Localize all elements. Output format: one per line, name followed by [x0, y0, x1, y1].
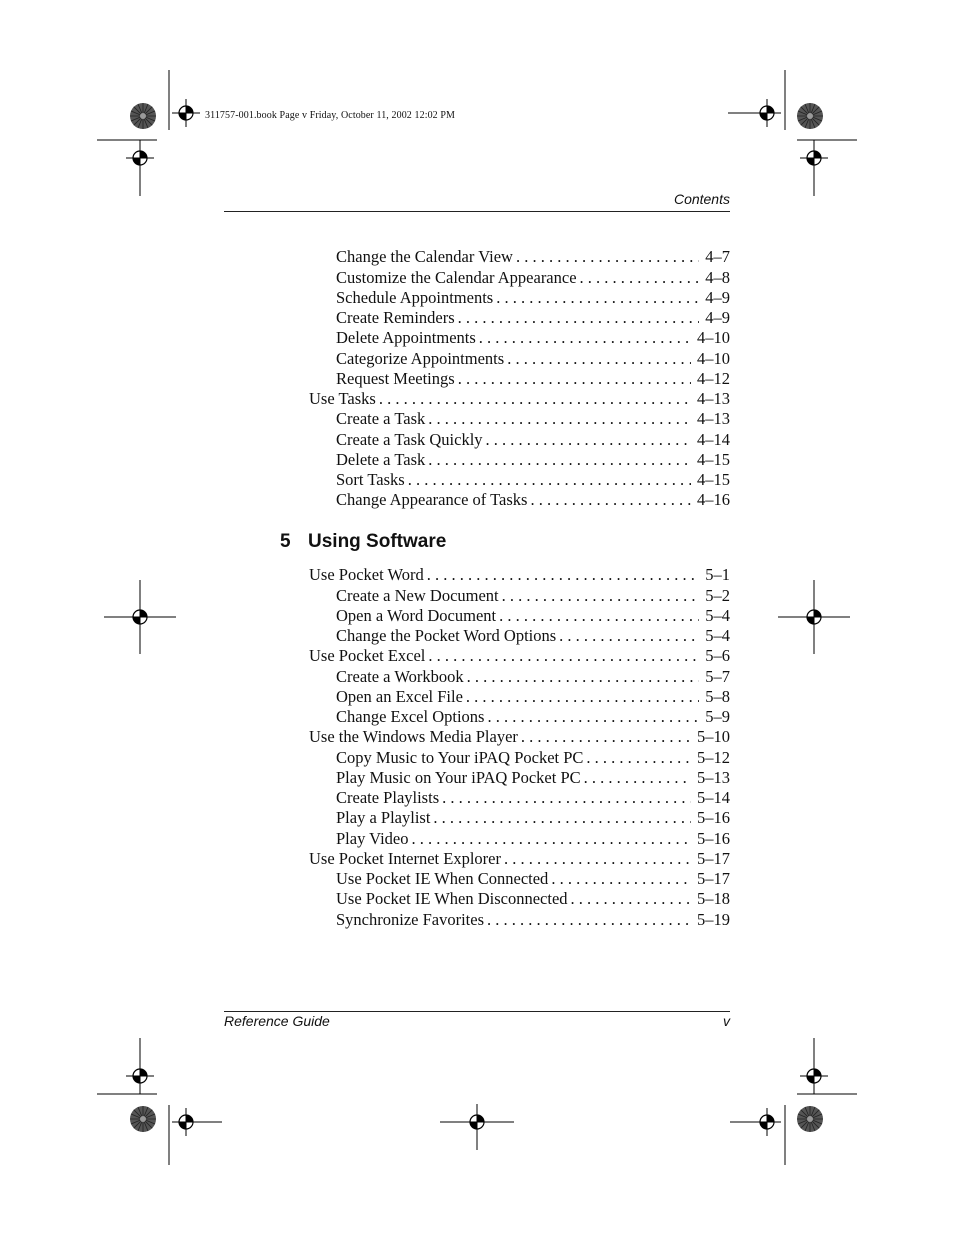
toc-entry[interactable]: Open a Word Document . . . 5–4: [336, 606, 730, 626]
toc-entry[interactable]: Change the Calendar View . . . 4–7: [336, 247, 730, 267]
toc-entry[interactable]: Play Music on Your iPAQ Pocket PC . . . 5–13: [336, 768, 730, 788]
footer-title: Reference Guide: [224, 1013, 330, 1029]
toc-entry[interactable]: Delete a Task . . . 4–15: [336, 450, 730, 470]
toc-entry[interactable]: Use Pocket Excel . . . 5–6: [309, 646, 730, 666]
toc-entry[interactable]: Change the Pocket Word Options . . . 5–4: [336, 626, 730, 646]
toc-entry[interactable]: Delete Appointments . . . 4–10: [336, 328, 730, 348]
footer-rule: [224, 1011, 730, 1012]
toc-entry[interactable]: Request Meetings . . . 4–12: [336, 369, 730, 389]
running-head: Contents: [673, 191, 730, 207]
toc-entry[interactable]: Play Video . . . 5–16: [336, 829, 730, 849]
chapter-heading[interactable]: [280, 531, 446, 553]
print-slug: 311757-001.book Page v Friday, October 11, 2002 12:02 PM: [205, 110, 456, 121]
toc-entry[interactable]: Create a Task Quickly . . . 4–14: [336, 430, 730, 450]
toc-entry[interactable]: Open an Excel File . . . 5–8: [336, 687, 730, 707]
toc-entry[interactable]: Create a New Document . . . 5–2: [336, 586, 730, 606]
toc-entry[interactable]: Use Pocket Internet Explorer . . . 5–17: [309, 849, 730, 869]
page-number: v: [723, 1013, 730, 1029]
toc-entry[interactable]: Create Playlists . . . 5–14: [336, 788, 730, 808]
toc-entry[interactable]: Create Reminders . . . 4–9: [336, 308, 730, 328]
toc-entry[interactable]: Use Pocket IE When Connected . . . 5–17: [336, 869, 730, 889]
toc-entry[interactable]: Create a Workbook . . . 5–7: [336, 667, 730, 687]
toc-entry[interactable]: Customize the Calendar Appearance . . . 4–8: [336, 268, 730, 288]
header-rule: [224, 211, 730, 212]
toc-entry[interactable]: Change Appearance of Tasks . . . 4–16: [336, 490, 730, 510]
toc-entry[interactable]: Create a Task . . . 4–13: [336, 409, 730, 429]
toc-entry[interactable]: Use Pocket IE When Disconnected . . . 5–18: [336, 889, 730, 909]
toc-entry[interactable]: Change Excel Options . . . 5–9: [336, 707, 730, 727]
toc-entry[interactable]: Sort Tasks . . . 4–15: [336, 470, 730, 490]
toc-entry[interactable]: Schedule Appointments . . . 4–9: [336, 288, 730, 308]
chapter-title: Using Software: [308, 531, 447, 552]
toc-entry[interactable]: Use Pocket Word . . . 5–1: [309, 565, 730, 585]
toc-entry[interactable]: Play a Playlist . . . 5–16: [336, 808, 730, 828]
toc-entry[interactable]: Copy Music to Your iPAQ Pocket PC . . . 5–12: [336, 748, 730, 768]
toc-entry[interactable]: Use Tasks . . . 4–13: [309, 389, 730, 409]
chapter-number: 5: [280, 531, 291, 552]
toc-entry[interactable]: Categorize Appointments . . . 4–10: [336, 349, 730, 369]
toc-entry[interactable]: Synchronize Favorites . . . 5–19: [336, 910, 730, 930]
toc-entry[interactable]: Use the Windows Media Player . . . 5–10: [309, 727, 730, 747]
